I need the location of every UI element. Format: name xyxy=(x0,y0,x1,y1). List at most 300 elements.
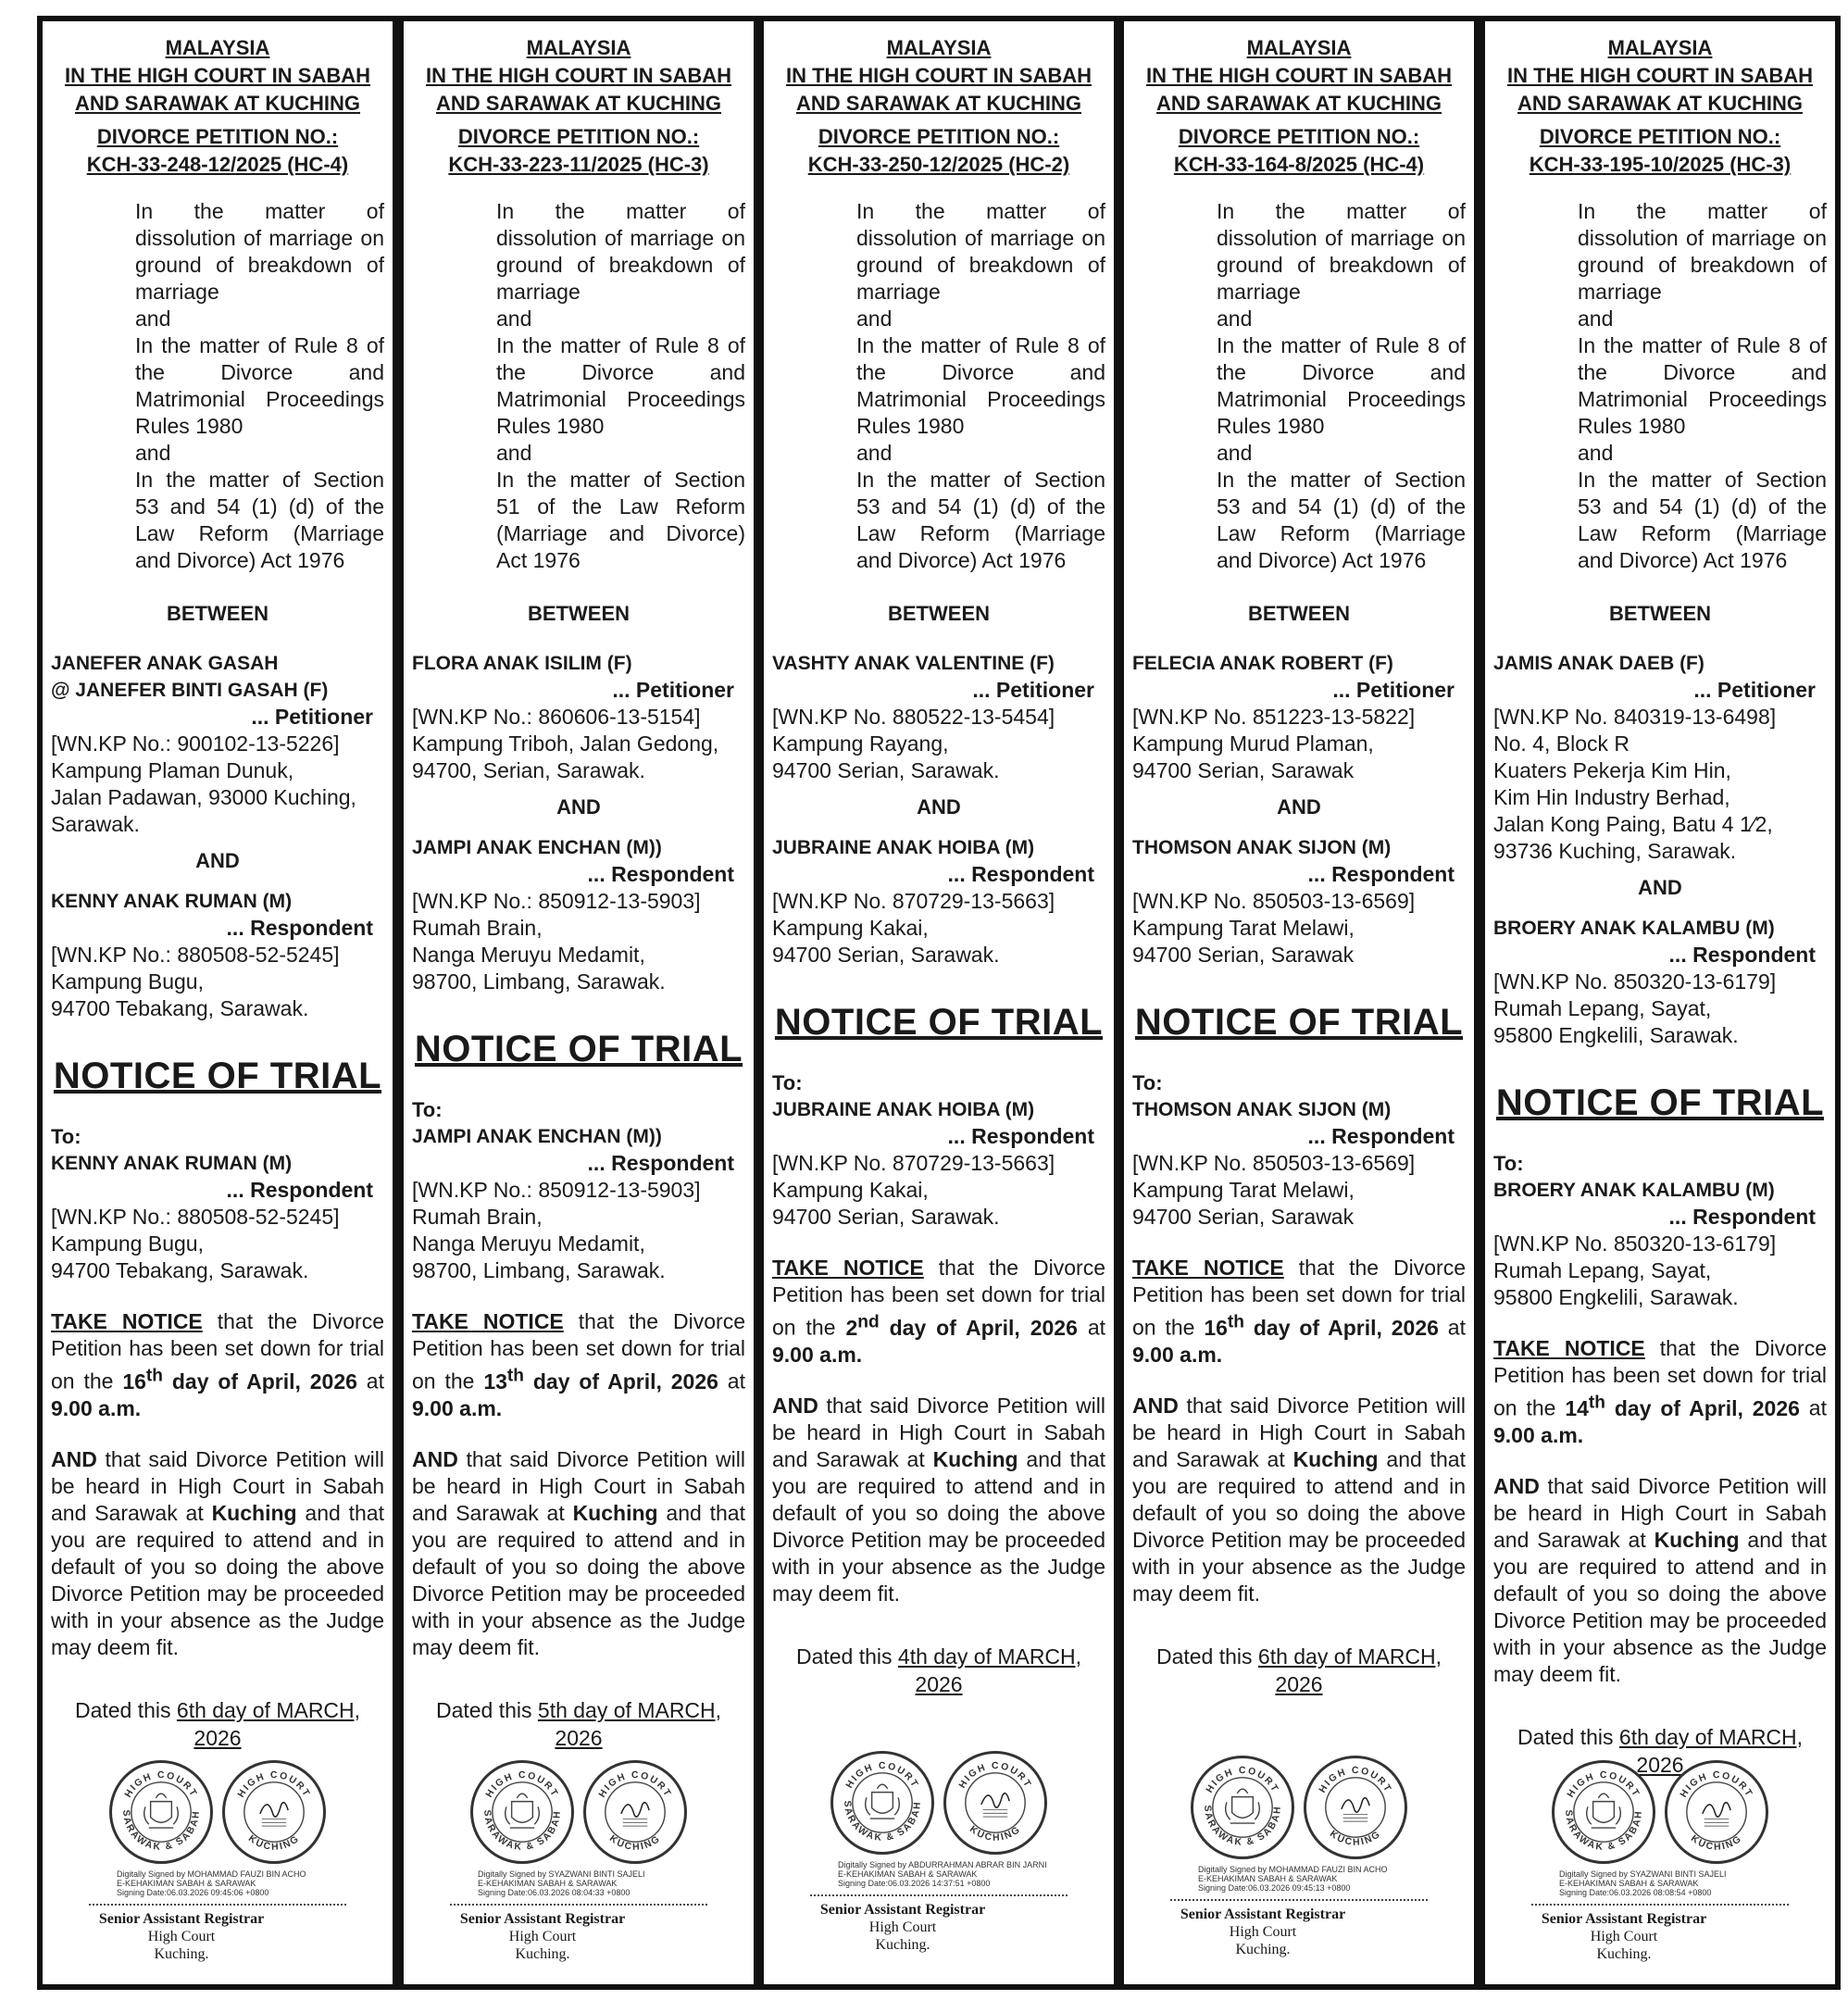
court-seal-signature-icon xyxy=(222,1760,326,1864)
seal-top-text: HIGH COURT xyxy=(484,1770,560,1800)
addressee-address-line: Rumah Brain, xyxy=(412,1205,543,1229)
seal-top-text: HIGH COURT xyxy=(123,1770,199,1800)
registrar-court: High Court xyxy=(868,1919,937,1935)
take-notice-at: at xyxy=(1799,1395,1827,1420)
hearing-and: AND xyxy=(1493,1473,1540,1498)
court-line-2: AND SARAWAK AT KUCHING xyxy=(1517,92,1803,115)
court-seal-signature-icon xyxy=(1665,1760,1768,1864)
petitioner-address-line: Kim Hin Industry Berhad, xyxy=(1493,785,1730,809)
take-notice-label: TAKE NOTICE xyxy=(1493,1336,1645,1360)
between-heading: BETWEEN xyxy=(888,602,990,625)
trial-month-year: day of April, 2026 xyxy=(1605,1395,1800,1420)
respondent-address-line: [WN.KP No. 870729-13-5663] xyxy=(772,889,1055,913)
take-notice-text: that the Divorce Petition has been set down for trial on the xyxy=(412,1309,746,1394)
matter-line: In the matter of Rule 8 of the Divorce and Matrimonial Proceedings Rules 1980 xyxy=(496,333,745,438)
registrar-block xyxy=(450,1910,635,1963)
hearing-text-1: that said Divorce Petition will be heard in High Court in Sabah and Sarawak at xyxy=(1132,1393,1466,1471)
matter-line: In the matter of dissolution of marriage on ground of breakdown of marriage xyxy=(135,199,384,304)
svg-text:SARAWAK & SABAH xyxy=(842,1800,923,1844)
dated-year: 2026 xyxy=(194,1725,242,1750)
dated-prefix: Dated this xyxy=(1517,1724,1619,1749)
dated-line xyxy=(1132,1643,1466,1698)
svg-text:SARAWAK & SABAH xyxy=(1202,1805,1283,1848)
hearing-text-1: that said Divorce Petition will be heard in High Court in Sabah and Sarawak at xyxy=(1493,1473,1827,1552)
seal-bottom-text: SARAWAK & SABAH xyxy=(481,1809,563,1853)
respondent-name: BROERY ANAK KALAMBU (M) xyxy=(1493,918,1775,939)
registrar-place: Kuching. xyxy=(1235,1942,1291,1957)
petitioner-address-line: [WN.KP No. 880522-13-5454] xyxy=(772,705,1055,729)
court-line-1: IN THE HIGH COURT IN SABAH xyxy=(786,64,1092,87)
signature-line: Digitally Signed by MOHAMMAD FAUZI BIN ACHO xyxy=(117,1869,306,1879)
petitioner-role: ... Petitioner xyxy=(1693,678,1816,702)
notice-of-trial-title: NOTICE OF TRIAL xyxy=(53,1056,382,1096)
seal-bottom-text: SARAWAK & SABAH xyxy=(1202,1805,1283,1848)
registrar-place: Kuching. xyxy=(875,1937,930,1953)
trial-day-suffix: th xyxy=(1588,1393,1605,1412)
registrar-court: High Court xyxy=(1229,1924,1297,1940)
petition-label: DIVORCE PETITION NO.: xyxy=(457,125,700,148)
dated-date: 6th day of MARCH, xyxy=(1618,1724,1804,1749)
notice-of-trial-title: NOTICE OF TRIAL xyxy=(414,1029,743,1069)
matter-line: and xyxy=(1217,441,1253,465)
petitioner-role: ... Petitioner xyxy=(972,678,1094,702)
addressee-name: BROERY ANAK KALAMBU (M) xyxy=(1493,1180,1775,1201)
hearing-text-2: and that you are required to attend and in default of you so doing the above Divorce Petition may be proceeded with in your absence as the Judge may deem fit. xyxy=(1132,1446,1466,1606)
signature-line: Digitally Signed by MOHAMMAD FAUZI BIN ACHO xyxy=(1198,1865,1388,1874)
take-notice-text: that the Divorce Petition has been set down for trial on the xyxy=(772,1256,1106,1340)
addressee-role: ... Respondent xyxy=(947,1124,1094,1148)
petition-number: KCH-33-250-12/2025 (HC-2) xyxy=(807,153,1070,176)
petitioner-name: JANEFER ANAK GASAH xyxy=(51,653,279,674)
court-line-1: IN THE HIGH COURT IN SABAH xyxy=(1507,64,1813,87)
signature-dotted-line xyxy=(1170,1899,1428,1901)
svg-text:KUCHING xyxy=(1689,1833,1744,1853)
take-notice-paragraph xyxy=(772,1255,1105,1369)
court-line-2: AND SARAWAK AT KUCHING xyxy=(75,92,360,115)
respondent-address-line: [WN.KP No.: 850912-13-5903] xyxy=(412,889,701,913)
trial-time: 9.00 a.m. xyxy=(1493,1422,1584,1447)
petition-label: DIVORCE PETITION NO.: xyxy=(818,125,1060,148)
hearing-and: AND xyxy=(772,1393,818,1418)
hearing-location: Kuching xyxy=(1292,1446,1379,1471)
addressee-address-line: [WN.KP No. 850503-13-6569] xyxy=(1132,1151,1416,1175)
addressee-name: THOMSON ANAK SIJON (M) xyxy=(1132,1099,1392,1120)
trial-day: 14 xyxy=(1565,1395,1589,1420)
addressee-address-line: [WN.KP No. 870729-13-5663] xyxy=(772,1151,1055,1175)
petition-label: DIVORCE PETITION NO.: xyxy=(1539,125,1781,148)
hearing-paragraph xyxy=(51,1446,384,1661)
signature-line: Signing Date:06.03.2026 08:08:54 +0800 xyxy=(1559,1888,1712,1897)
court-seal-signature-icon xyxy=(583,1760,687,1864)
trial-date xyxy=(845,1312,1078,1340)
petitioner-address-line: Kuaters Pekerja Kim Hin, xyxy=(1493,758,1731,782)
matter-line: In the matter of Section 53 and 54 (1) (d) of the Law Reform (Marriage and Divorce) Act 1976 xyxy=(1217,468,1466,572)
matter-line: In the matter of Rule 8 of the Divorce and Matrimonial Proceedings Rules 1980 xyxy=(1217,333,1466,438)
take-notice-paragraph xyxy=(412,1308,745,1422)
svg-text:HIGH COURT xyxy=(1205,1766,1280,1794)
notice-column xyxy=(758,16,1119,1990)
court-header xyxy=(1132,34,1466,179)
respondent-address-line: Rumah Brain, xyxy=(412,916,543,940)
signature-dotted-line xyxy=(810,1894,1068,1896)
and-divider: AND xyxy=(1638,876,1682,899)
digital-signature-text xyxy=(478,1869,735,1897)
matter-line: In the matter of Rule 8 of the Divorce and Matrimonial Proceedings Rules 1980 xyxy=(1578,333,1827,438)
trial-day-suffix: th xyxy=(145,1366,163,1385)
signature-line: Signing Date:06.03.2026 09:45:06 +0800 xyxy=(117,1888,269,1897)
take-notice-text: that the Divorce Petition has been set down for trial on the xyxy=(51,1309,385,1394)
registrar-block xyxy=(1170,1906,1355,1958)
court-header xyxy=(772,34,1105,179)
addressee-address-line: 94700 Serian, Sarawak xyxy=(1132,1205,1355,1229)
respondent-address-line: [WN.KP No. 850320-13-6179] xyxy=(1493,969,1777,994)
trial-day: 16 xyxy=(1204,1315,1228,1340)
matter-block xyxy=(856,198,1105,574)
trial-month-year: day of April, 2026 xyxy=(1244,1315,1439,1340)
matter-line: and xyxy=(496,441,532,465)
hearing-text-1: that said Divorce Petition will be heard in High Court in Sabah and Sarawak at xyxy=(412,1446,745,1525)
addressee-role: ... Respondent xyxy=(1668,1205,1816,1229)
addressee-name: JAMPI ANAK ENCHAN (M)) xyxy=(412,1126,662,1147)
court-seals xyxy=(1124,1756,1474,1859)
dated-prefix: Dated this xyxy=(795,1644,898,1669)
signature-line: E-KEHAKIMAN SABAH & SARAWAK xyxy=(838,1869,978,1879)
dated-date: 6th day of MARCH, xyxy=(1257,1644,1442,1669)
seal-top-text: HIGH COURT xyxy=(597,1770,673,1800)
trial-date xyxy=(1204,1312,1439,1340)
notice-column xyxy=(1480,16,1841,1990)
trial-day-suffix: th xyxy=(506,1366,524,1385)
svg-text:HIGH COURT xyxy=(123,1770,199,1799)
court-seals xyxy=(1485,1760,1835,1864)
respondent-address-line: 94700 Serian, Sarawak. xyxy=(772,943,1000,967)
take-notice-paragraph xyxy=(1132,1255,1466,1369)
trial-time: 9.00 a.m. xyxy=(412,1395,503,1420)
seal-top-text: HIGH COURT xyxy=(1317,1766,1393,1795)
trial-day-suffix: nd xyxy=(857,1312,880,1331)
hearing-paragraph xyxy=(412,1446,745,1661)
petitioner-address-line: Kampung Triboh, Jalan Gedong, xyxy=(412,731,719,756)
hearing-location: Kuching xyxy=(572,1500,658,1525)
svg-text:SARAWAK & SABAH xyxy=(1563,1809,1644,1853)
trial-day-suffix: th xyxy=(1227,1312,1244,1331)
respondent-name: KENNY ANAK RUMAN (M) xyxy=(51,891,293,912)
petitioner-address-line: Jalan Kong Paing, Batu 4 1⁄2, xyxy=(1493,812,1773,836)
dated-year: 2026 xyxy=(555,1725,603,1750)
signature-line: Digitally Signed by SYAZWANI BINTI SAJELI xyxy=(478,1869,645,1879)
take-notice-paragraph xyxy=(1493,1335,1827,1449)
dated-date: 5th day of MARCH, xyxy=(537,1697,722,1722)
dated-year: 2026 xyxy=(915,1671,963,1696)
addressee-address-line: [WN.KP No. 850320-13-6179] xyxy=(1493,1231,1777,1256)
take-notice-paragraph xyxy=(51,1308,384,1422)
matter-line: In the matter of Section 53 and 54 (1) (d) of the Law Reform (Marriage and Divorce) Act 1976 xyxy=(1578,468,1827,572)
and-divider: AND xyxy=(195,849,240,872)
matter-line: and xyxy=(1578,306,1614,331)
respondent-name: JUBRAINE ANAK HOIBA (M) xyxy=(772,837,1035,858)
take-notice-text: that the Divorce Petition has been set down for trial on the xyxy=(1132,1256,1467,1340)
hearing-text-2: and that you are required to attend and in default of you so doing the above Divorce Petition may be proceeded with in your absence as the Judge may deem fit. xyxy=(772,1446,1105,1606)
addressee-address-line: Kampung Tarat Melawi, xyxy=(1132,1178,1355,1202)
addressee-address-line: 94700 Tebakang, Sarawak. xyxy=(51,1258,309,1282)
digital-signature-text xyxy=(1198,1865,1455,1893)
registrar-court: High Court xyxy=(147,1929,216,1944)
dated-year: 2026 xyxy=(1275,1671,1323,1696)
trial-day: 16 xyxy=(122,1369,146,1394)
addressee-name: KENNY ANAK RUMAN (M) xyxy=(51,1153,293,1174)
between-heading: BETWEEN xyxy=(528,602,630,625)
matter-line: and xyxy=(496,306,532,331)
take-notice-at: at xyxy=(718,1369,745,1394)
respondent-address-line: 94700 Tebakang, Sarawak. xyxy=(51,996,309,1020)
registrar-block xyxy=(89,1910,274,1963)
respondent-name: THOMSON ANAK SIJON (M) xyxy=(1132,837,1392,858)
respondent-role: ... Respondent xyxy=(1307,862,1455,886)
court-seal-crest-icon xyxy=(470,1760,574,1864)
court-seal-crest-icon xyxy=(1552,1760,1655,1864)
matter-line: In the matter of Section 53 and 54 (1) (d) of the Law Reform (Marriage and Divorce) Act 1976 xyxy=(135,468,384,572)
respondent-address-line: Rumah Lepang, Sayat, xyxy=(1493,996,1712,1020)
court-line-2: AND SARAWAK AT KUCHING xyxy=(796,92,1081,115)
addressee-role: ... Respondent xyxy=(226,1178,373,1202)
signature-line: E-KEHAKIMAN SABAH & SARAWAK xyxy=(1198,1874,1338,1883)
petitioner-address-line: 94700 Serian, Sarawak. xyxy=(772,758,1000,782)
respondent-role: ... Respondent xyxy=(226,916,373,940)
between-heading: BETWEEN xyxy=(1248,602,1350,625)
court-header xyxy=(412,34,745,179)
hearing-text-1: that said Divorce Petition will be heard in High Court in Sabah and Sarawak at xyxy=(51,1446,384,1525)
svg-text:HIGH COURT xyxy=(957,1761,1033,1790)
addressee-address-line: 98700, Limbang, Sarawak. xyxy=(412,1258,666,1282)
svg-text:SARAWAK & SABAH xyxy=(120,1809,202,1853)
to-label: To: xyxy=(1493,1152,1524,1175)
respondent-address-line: [WN.KP No. 850503-13-6569] xyxy=(1132,889,1416,913)
matter-line: In the matter of Section 53 and 54 (1) (d) of the Law Reform (Marriage and Divorce) Act 1976 xyxy=(856,468,1105,572)
addressee-role: ... Respondent xyxy=(1307,1124,1455,1148)
petitioner-address-line: 93736 Kuching, Sarawak. xyxy=(1493,839,1737,863)
matter-line: In the matter of dissolution of marriage on ground of breakdown of marriage xyxy=(856,199,1105,304)
dated-date: 4th day of MARCH, xyxy=(897,1644,1082,1669)
dated-prefix: Dated this xyxy=(435,1697,538,1722)
country-heading: MALAYSIA xyxy=(526,36,631,59)
hearing-and: AND xyxy=(412,1446,458,1471)
hearing-location: Kuching xyxy=(932,1446,1018,1471)
digital-signature-text xyxy=(1559,1869,1817,1897)
petitioner-name: @ JANEFER BINTI GASAH (F) xyxy=(51,680,329,701)
court-seal-crest-icon xyxy=(1191,1756,1294,1859)
seal-bottom-text: SARAWAK & SABAH xyxy=(1563,1809,1644,1853)
matter-line: In the matter of Rule 8 of the Divorce and Matrimonial Proceedings Rules 1980 xyxy=(135,333,384,438)
registrar-court: High Court xyxy=(508,1929,577,1944)
take-notice-at: at xyxy=(356,1369,384,1394)
court-line-2: AND SARAWAK AT KUCHING xyxy=(436,92,721,115)
addressee-address-line: Rumah Lepang, Sayat, xyxy=(1493,1258,1712,1282)
signature-line: Signing Date:06.03.2026 08:04:33 +0800 xyxy=(478,1888,631,1897)
petitioner-address-line: Jalan Padawan, 93000 Kuching, xyxy=(51,785,356,809)
dated-prefix: Dated this xyxy=(74,1697,177,1722)
hearing-text-2: and that you are required to attend and in default of you so doing the above Divorce Petition may be proceeded with in your absence as the Judge may deem fit. xyxy=(412,1500,745,1659)
petitioner-address-line: [WN.KP No.: 860606-13-5154] xyxy=(412,705,701,729)
svg-text:HIGH COURT xyxy=(844,1761,920,1790)
respondent-address-line: Nanga Meruyu Medamit, xyxy=(412,943,645,967)
country-heading: MALAYSIA xyxy=(1246,36,1352,59)
signature-line: E-KEHAKIMAN SABAH & SARAWAK xyxy=(1559,1879,1699,1888)
matter-line: and xyxy=(1578,441,1614,465)
respondent-address-line: [WN.KP No.: 880508-52-5245] xyxy=(51,943,340,967)
petition-number: KCH-33-223-11/2025 (HC-3) xyxy=(448,153,709,176)
svg-text:KUCHING xyxy=(607,1833,663,1853)
signature-dotted-line xyxy=(1531,1904,1789,1906)
matter-block xyxy=(135,198,384,574)
court-line-1: IN THE HIGH COURT IN SABAH xyxy=(65,64,370,87)
to-label: To: xyxy=(772,1071,803,1094)
seal-top-text: HIGH COURT xyxy=(957,1761,1033,1791)
notice-column xyxy=(37,16,398,1990)
svg-text:KUCHING xyxy=(1328,1829,1383,1848)
dated-line xyxy=(51,1696,384,1752)
petitioner-address-line: 94700, Serian, Sarawak. xyxy=(412,758,645,782)
respondent-address-line: Kampung Bugu, xyxy=(51,969,204,994)
dated-date: 6th day of MARCH, xyxy=(176,1697,361,1722)
petitioner-address-line: [WN.KP No. 851223-13-5822] xyxy=(1132,705,1416,729)
seal-bottom-text: SARAWAK & SABAH xyxy=(842,1800,923,1844)
respondent-address-line: 98700, Limbang, Sarawak. xyxy=(412,969,666,994)
matter-block xyxy=(1578,198,1827,574)
to-label: To: xyxy=(51,1125,81,1148)
hearing-paragraph xyxy=(1493,1473,1827,1688)
notice-of-trial-title: NOTICE OF TRIAL xyxy=(774,1002,1104,1043)
court-line-1: IN THE HIGH COURT IN SABAH xyxy=(426,64,731,87)
petition-number: KCH-33-164-8/2025 (HC-4) xyxy=(1173,153,1425,176)
matter-line: In the matter of dissolution of marriage on ground of breakdown of marriage xyxy=(496,199,745,304)
registrar-block xyxy=(810,1901,995,1954)
petitioner-address-line: [WN.KP No. 840319-13-6498] xyxy=(1493,705,1777,729)
respondent-address-line: 95800 Engkelili, Sarawak. xyxy=(1493,1023,1739,1047)
hearing-paragraph xyxy=(772,1393,1105,1607)
petition-label: DIVORCE PETITION NO.: xyxy=(96,125,339,148)
take-notice-label: TAKE NOTICE xyxy=(51,1309,203,1333)
and-divider: AND xyxy=(917,795,961,819)
seal-bottom-text: SARAWAK & SABAH xyxy=(120,1809,202,1853)
seal-bottom-text: KUCHING xyxy=(1688,1833,1745,1853)
addressee-address-line: 95800 Engkelili, Sarawak. xyxy=(1493,1285,1739,1309)
registrar-court: High Court xyxy=(1590,1929,1658,1944)
trial-month-year: day of April, 2026 xyxy=(524,1369,718,1394)
matter-line: In the matter of dissolution of marriage on ground of breakdown of marriage xyxy=(1217,199,1466,304)
seal-bottom-text: KUCHING xyxy=(967,1824,1024,1844)
addressee-role: ... Respondent xyxy=(587,1151,734,1175)
to-label: To: xyxy=(1132,1071,1163,1094)
trial-time: 9.00 a.m. xyxy=(51,1395,142,1420)
addressee-address-line: [WN.KP No.: 880508-52-5245] xyxy=(51,1205,340,1229)
svg-text:HIGH COURT xyxy=(1317,1766,1393,1794)
addressee-name: JUBRAINE ANAK HOIBA (M) xyxy=(772,1099,1035,1120)
addressee-address-line: 94700 Serian, Sarawak. xyxy=(772,1205,1000,1229)
addressee-address-line: [WN.KP No.: 850912-13-5903] xyxy=(412,1178,701,1202)
court-line-2: AND SARAWAK AT KUCHING xyxy=(1156,92,1442,115)
take-notice-at: at xyxy=(1077,1315,1106,1340)
registrar-title: Senior Assistant Registrar xyxy=(98,1911,265,1927)
country-heading: MALAYSIA xyxy=(165,36,270,59)
take-notice-at: at xyxy=(1438,1315,1466,1340)
petitioner-address-line: Sarawak. xyxy=(51,812,140,836)
seal-top-text: HIGH COURT xyxy=(1205,1766,1280,1795)
registrar-title: Senior Assistant Registrar xyxy=(459,1911,626,1927)
seal-bottom-text: KUCHING xyxy=(1327,1829,1384,1848)
digital-signature-text xyxy=(117,1869,374,1897)
petitioner-name: VASHTY ANAK VALENTINE (F) xyxy=(772,653,1055,674)
hearing-text-2: and that you are required to attend and in default of you so doing the above Divorce Petition may be proceeded with in your absence as the Judge may deem fit. xyxy=(51,1500,384,1659)
respondent-role: ... Respondent xyxy=(587,862,734,886)
signature-line: E-KEHAKIMAN SABAH & SARAWAK xyxy=(478,1879,618,1888)
trial-date xyxy=(1565,1393,1800,1420)
respondent-address-line: Kampung Tarat Melawi, xyxy=(1132,916,1355,940)
country-heading: MALAYSIA xyxy=(1607,36,1713,59)
svg-text:SARAWAK & SABAH xyxy=(481,1809,563,1853)
signature-line: Signing Date:06.03.2026 14:37:51 +0800 xyxy=(838,1879,991,1888)
registrar-title: Senior Assistant Registrar xyxy=(819,1902,986,1918)
signature-dotted-line xyxy=(89,1904,346,1906)
svg-text:HIGH COURT xyxy=(597,1770,673,1799)
matter-line: and xyxy=(856,306,893,331)
matter-line: and xyxy=(135,441,171,465)
petitioner-role: ... Petitioner xyxy=(1332,678,1455,702)
respondent-address-line: 94700 Serian, Sarawak xyxy=(1132,943,1355,967)
petitioner-name: FLORA ANAK ISILIM (F) xyxy=(412,653,632,674)
hearing-and: AND xyxy=(1132,1393,1179,1418)
petitioner-name: FELECIA ANAK ROBERT (F) xyxy=(1132,653,1393,674)
hearing-and: AND xyxy=(51,1446,97,1471)
matter-line: In the matter of Section 51 of the Law Reform (Marriage and Divorce) Act 1976 xyxy=(496,468,745,572)
signature-dotted-line xyxy=(450,1904,707,1906)
hearing-paragraph xyxy=(1132,1393,1466,1607)
svg-text:HIGH COURT xyxy=(1566,1770,1642,1799)
trial-time: 9.00 a.m. xyxy=(772,1342,863,1367)
signature-line: Digitally Signed by SYAZWANI BINTI SAJELI xyxy=(1559,1869,1727,1879)
seal-top-text: HIGH COURT xyxy=(236,1770,312,1800)
signature-line: Signing Date:06.03.2026 09:45:13 +0800 xyxy=(1198,1883,1351,1893)
respondent-role: ... Respondent xyxy=(947,862,1094,886)
trial-date xyxy=(483,1366,718,1394)
trial-date xyxy=(122,1366,357,1394)
court-seal-signature-icon xyxy=(943,1751,1047,1855)
take-notice-label: TAKE NOTICE xyxy=(1132,1256,1284,1280)
petition-label: DIVORCE PETITION NO.: xyxy=(1178,125,1420,148)
dated-year: 2026 xyxy=(1636,1752,1684,1777)
trial-time: 9.00 a.m. xyxy=(1132,1342,1223,1367)
court-seal-signature-icon xyxy=(1304,1756,1407,1859)
take-notice-label: TAKE NOTICE xyxy=(412,1309,564,1333)
matter-line: and xyxy=(856,441,893,465)
hearing-text-2: and that you are required to attend and in default of you so doing the above Divorce Petition may be proceeded with in your absence as the Judge may deem fit. xyxy=(1493,1527,1827,1686)
matter-line: and xyxy=(1217,306,1253,331)
court-header xyxy=(51,34,384,179)
addressee-address-line: Kampung Bugu, xyxy=(51,1231,204,1256)
country-heading: MALAYSIA xyxy=(886,36,992,59)
between-heading: BETWEEN xyxy=(167,602,268,625)
trial-day: 13 xyxy=(483,1369,507,1394)
court-seals xyxy=(404,1760,754,1864)
svg-text:HIGH COURT xyxy=(236,1770,312,1799)
trial-month-year: day of April, 2026 xyxy=(163,1369,357,1394)
seal-top-text: HIGH COURT xyxy=(1566,1770,1642,1800)
hearing-location: Kuching xyxy=(211,1500,297,1525)
take-notice-text: that the Divorce Petition has been set down for trial on the xyxy=(1493,1336,1828,1420)
svg-text:KUCHING xyxy=(968,1824,1023,1844)
registrar-title: Senior Assistant Registrar xyxy=(1541,1911,1707,1927)
registrar-place: Kuching. xyxy=(1596,1946,1652,1962)
svg-text:KUCHING xyxy=(246,1833,302,1853)
